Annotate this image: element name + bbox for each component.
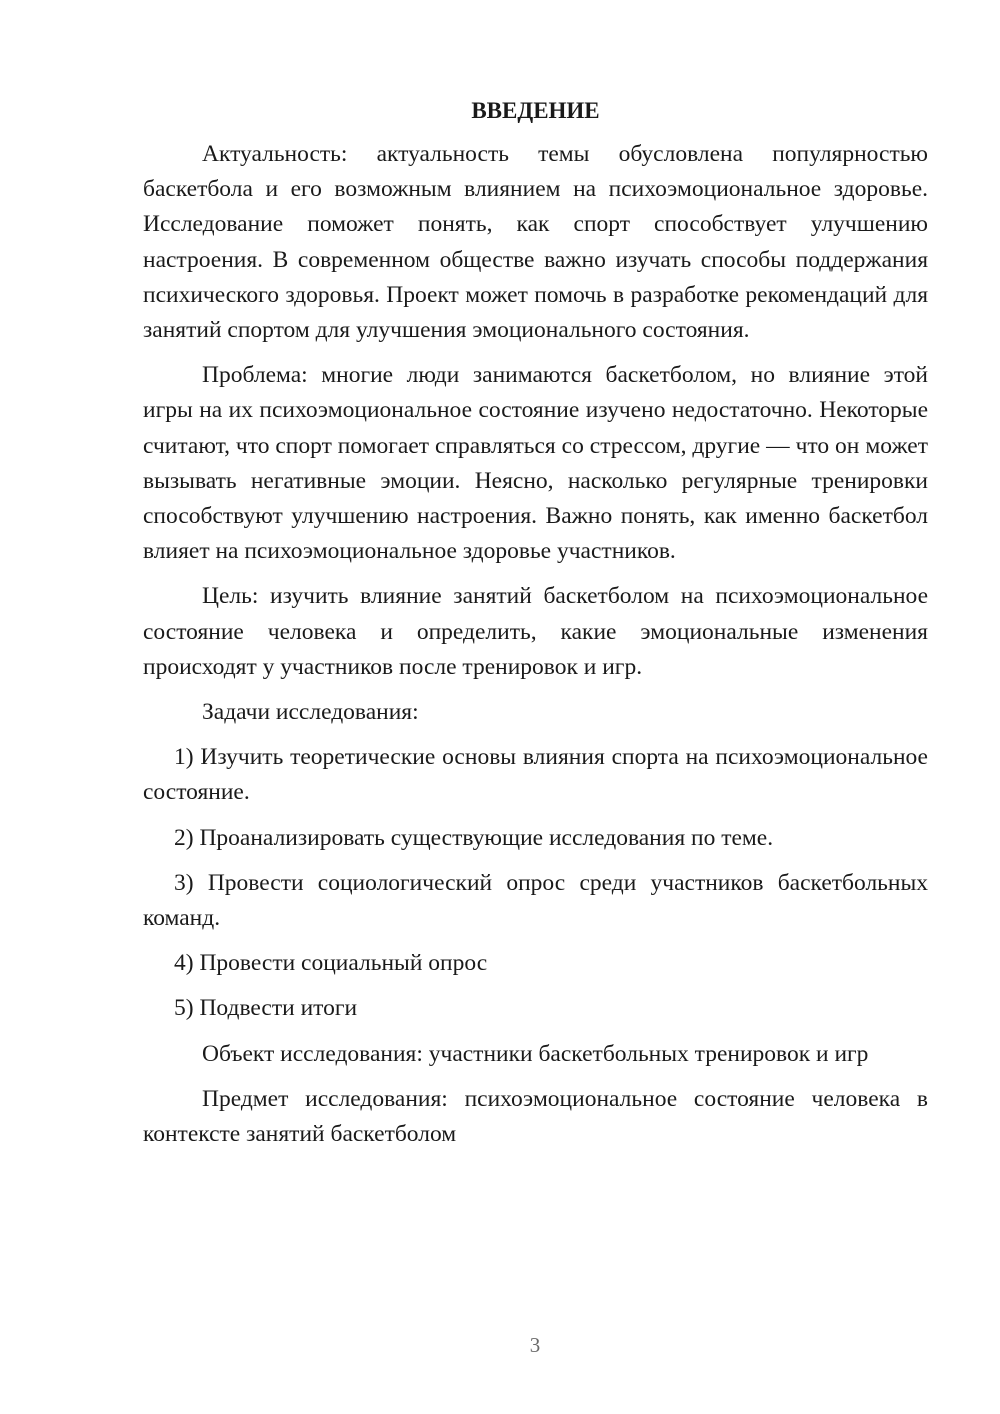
object-paragraph: Объект исследования: участники баскетбольных тренировок и игр: [202, 1040, 869, 1067]
page-number: 3: [529, 1333, 541, 1357]
task-item-3: 3) Провести социологический опрос среди участников баскетбольных команд.: [143, 869, 928, 932]
subject-paragraph: Предмет исследования: психоэмоциональное состояние человека в контексте занятий баскетболом: [143, 1085, 928, 1148]
task-item-5: 5) Подвести итоги: [174, 995, 358, 1022]
task-item-4: 4) Провести социальный опрос: [174, 950, 488, 977]
section-title: ВВЕДЕНИЕ: [471, 98, 600, 123]
task-item-2: 2) Проанализировать существующие исследования по теме.: [174, 824, 774, 851]
page-content: [143, 96, 928, 1152]
task-item-1: 1) Изучить теоретические основы влияния спорта на психоэмоциональное состояние.: [143, 744, 928, 806]
goal-paragraph: Цель: изучить влияние занятий баскетболом на психоэмоциональное состояние человека и определить, какие эмоциональные изменения происходят у участников после тренировок и игр.: [143, 583, 928, 680]
tasks-heading: Задачи исследования:: [202, 699, 419, 726]
relevance-paragraph: Актуальность: актуальность темы обусловлена популярностью баскетбола и его возможным влиянием на психоэмоциональное здоровье. Исследование поможет понять, как спорт способствует улучшению настроения. В современном обществе важно изучать способы поддержания психического здоровья. Проект может помочь в разработке рекомендаций для занятий спортом для улучшения эмоционального состояния.: [143, 141, 928, 344]
problem-paragraph: Проблема: многие люди занимаются баскетболом, но влияние этой игры на их психоэмоциональное состояние изучено недостаточно. Некоторые считают, что спорт помогает справляться со стрессом, другие — что он может вызывать негативные эмоции. Неясно, насколько регулярные тренировки способствуют улучшению настроения. Важно понять, как именно баскетбол влияет на психоэмоциональное здоровье участников.: [143, 362, 928, 565]
